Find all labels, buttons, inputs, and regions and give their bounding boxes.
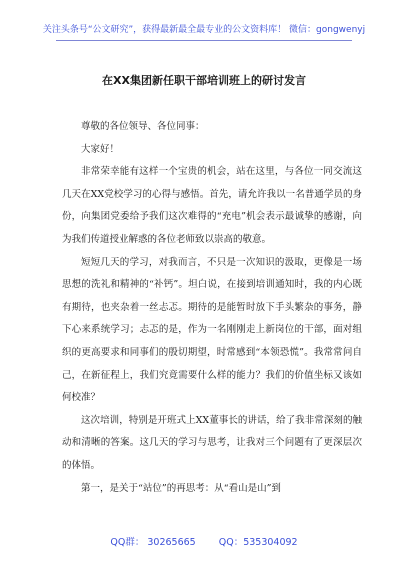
paragraph: 短短几天的学习，对我而言，不只是一次知识的汲取，更像是一场思想的洗礼和精神的“补钙”。坦白说，在接到培训通知时，我的内心既有期待，也夹杂着一丝忐忑。期待的是能暂时放下手头繁杂的事务，静下心来系统学习；忐忑的是，作为一名刚刚走上新岗位的干部，面对组织的更高要求和同事们的殷切期望，时常感到“本领恐慌”。我常常问自己，在新征程上，我们究竟需要什么样的能力？我们的价值坐标又该如何校准？ — [62, 256, 362, 404]
salutation: 尊敬的各位领导、各位同事： — [81, 121, 205, 132]
footer-qq: QQ：535304092 — [218, 537, 298, 548]
document-title: 在XX集团新任职干部培训班上的研讨发言 — [102, 74, 306, 87]
greeting: 大家好！ — [81, 143, 120, 155]
header-note: 关注头条号“公文研究”，获得最新最全最专业的公文资料库！ 微信：gongwenyj — [42, 25, 366, 35]
paragraph: 这次培训，特别是开班式上XX董事长的讲话，给了我非常深刻的触动和清晰的答案。这几天的学习与思考，让我对三个问题有了更深层次的体悟。 — [62, 414, 362, 471]
header-divider — [56, 40, 352, 41]
footer-qq-group: QQ群： 30265665 — [110, 537, 196, 548]
document-body — [62, 116, 362, 500]
paragraph: 第一，是关于“站位”的再思考：从“看山是山”到 — [81, 482, 281, 494]
paragraph: 非常荣幸能有这样一个宝贵的机会，站在这里，与各位一同交流这几天在XX党校学习的心得与感悟。首先，请允许我以一名普通学员的身份，向集团党委给予我们这次难得的“充电”机会表示最诚挚的感谢，向为我们传道授业解惑的各位老师致以崇高的敬意。 — [62, 166, 362, 245]
footer-note — [0, 534, 408, 548]
